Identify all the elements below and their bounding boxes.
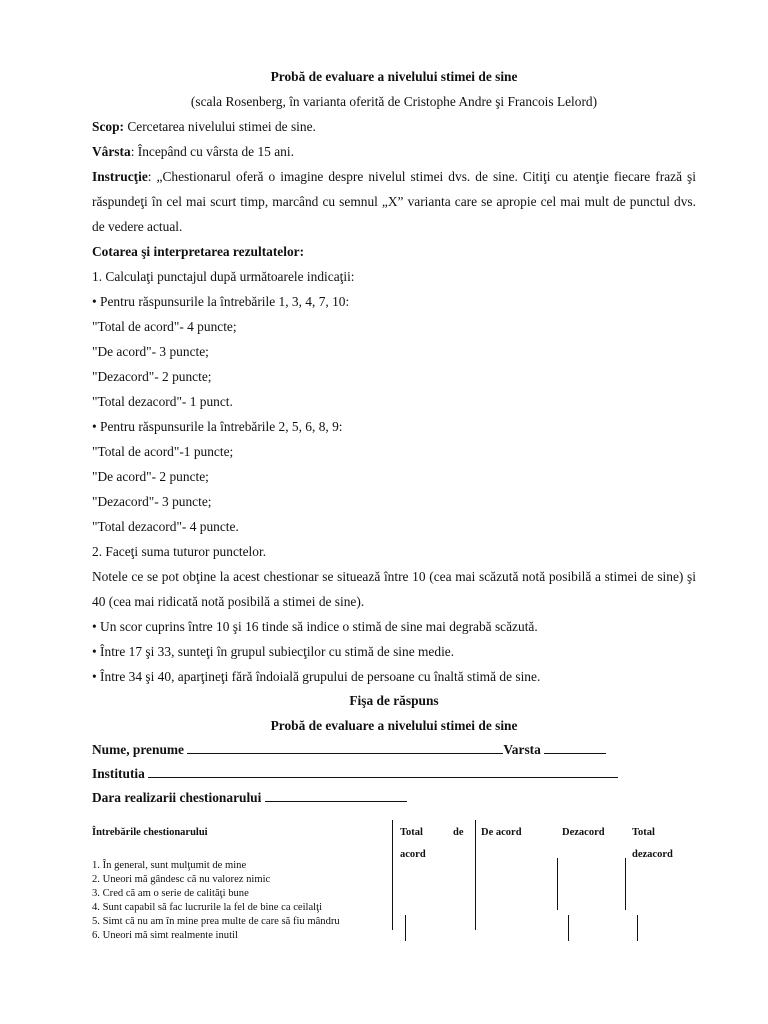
date-field[interactable] — [265, 787, 407, 802]
date-label: Dara realizarii chestionarului — [92, 790, 262, 805]
varsta-line — [92, 139, 696, 164]
questionnaire-table — [92, 818, 696, 948]
institution-label: Institutia — [92, 766, 145, 781]
question-row: 1. În general, sunt mulţumit de mine — [92, 860, 247, 871]
group1-item: "Total de acord"- 4 puncte; — [92, 319, 237, 334]
group2-item: "Dezacord"- 3 puncte; — [92, 494, 212, 509]
header-total-acord-1: Total — [400, 827, 423, 838]
header-total-dezacord-2: dezacord — [632, 849, 673, 860]
column-divider — [557, 858, 558, 910]
group2-item: "Total de acord"-1 puncte; — [92, 444, 234, 459]
interpretation-item: • Un scor cuprins între 10 şi 16 tinde să indice o stimă de sine mai degrabă scăzută. — [92, 619, 538, 634]
header-dezacord: Dezacord — [562, 827, 605, 838]
instructie-paragraph — [92, 164, 696, 239]
group2-item: "De acord"- 2 puncte; — [92, 469, 209, 484]
age-label: Varsta — [503, 742, 541, 757]
instructie-label: Instrucţie — [92, 169, 148, 184]
question-row: 4. Sunt capabil să fac lucrurile la fel de bine ca ceilalţi — [92, 902, 323, 913]
fisa-title: Probă de evaluare a nivelului stimei de sine — [270, 718, 518, 733]
age-field[interactable] — [544, 739, 606, 754]
name-row — [92, 738, 696, 762]
cotare-note: Notele ce se pot obţine la acest chestionar se situează între 10 (cea mai scăzută notă posibilă a stimei de sine) şi 40 (cea mai ridicată notă posibilă a stimei de sine). — [92, 569, 696, 609]
group1-item: "Dezacord"- 2 puncte; — [92, 369, 212, 384]
interpretation-item: • Între 17 şi 33, sunteţi în grupul subiecţilor cu stimă de sine medie. — [92, 644, 455, 659]
institution-row — [92, 762, 696, 786]
column-divider — [405, 915, 406, 941]
header-de-acord: De acord — [481, 827, 522, 838]
cotare-step2: 2. Faceţi suma tuturor punctelor. — [92, 544, 267, 559]
column-divider — [637, 915, 638, 941]
document-subtitle: (scala Rosenberg, în varianta oferită de Cristophe Andre şi Francois Lelord) — [190, 94, 598, 109]
document-title: Probă de evaluare a nivelului stimei de sine — [270, 69, 518, 84]
cotare-step1: 1. Calculaţi punctajul după următoarele indicaţii: — [92, 269, 355, 284]
column-divider — [625, 858, 626, 910]
instructie-text: : „Chestionarul oferă o imagine despre nivelul stimei dvs. de sine. Citiţi cu atenţie fiecare frază şi răspundeţi în cel mai scurt timp, marcând cu semnul „X” varianta care se apropie cel mai mult de punctul dvs. de vedere actual. — [92, 169, 696, 234]
name-label: Nume, prenume — [92, 742, 184, 757]
group1-item: "De acord"- 3 puncte; — [92, 344, 209, 359]
fisa-heading: Fişa de răspuns — [349, 693, 439, 708]
column-divider — [475, 820, 476, 930]
name-field[interactable] — [187, 739, 503, 754]
header-total-acord-2: acord — [400, 849, 426, 860]
column-divider — [392, 820, 393, 930]
group2-intro: • Pentru răspunsurile la întrebările 2, 5, 6, 8, 9: — [92, 419, 343, 434]
interpretation-item: • Între 34 şi 40, aparţineţi fără îndoială grupului de persoane cu înaltă stimă de sine. — [92, 669, 541, 684]
group2-item: "Total dezacord"- 4 puncte. — [92, 519, 239, 534]
institution-field[interactable] — [148, 763, 618, 778]
varsta-text: : Începând cu vârsta de 15 ani. — [130, 144, 294, 159]
question-row: 2. Uneori mă gândesc că nu valorez nimic — [92, 874, 271, 885]
scop-text: Cercetarea nivelului stimei de sine. — [124, 119, 316, 134]
varsta-label: Vârsta — [92, 144, 131, 159]
scop-label: Scop: — [92, 119, 124, 134]
date-row — [92, 786, 696, 810]
scop-line — [92, 114, 696, 139]
question-row: 6. Uneori mă simt realmente inutil — [92, 930, 238, 941]
question-row: 5. Simt că nu am în mine prea multe de care să fiu mândru — [92, 916, 340, 927]
header-questions: Întrebările chestionarului — [92, 827, 208, 838]
column-divider — [568, 915, 569, 941]
document-body — [92, 64, 696, 810]
group1-item: "Total dezacord"- 1 punct. — [92, 394, 233, 409]
question-row: 3. Cred că am o serie de calităţi bune — [92, 888, 249, 899]
header-total-acord-de: de — [453, 827, 464, 838]
group1-intro: • Pentru răspunsurile la întrebările 1, 3, 4, 7, 10: — [92, 294, 350, 309]
cotare-heading: Cotarea şi interpretarea rezultatelor: — [92, 244, 305, 259]
header-total-dezacord-1: Total — [632, 827, 655, 838]
